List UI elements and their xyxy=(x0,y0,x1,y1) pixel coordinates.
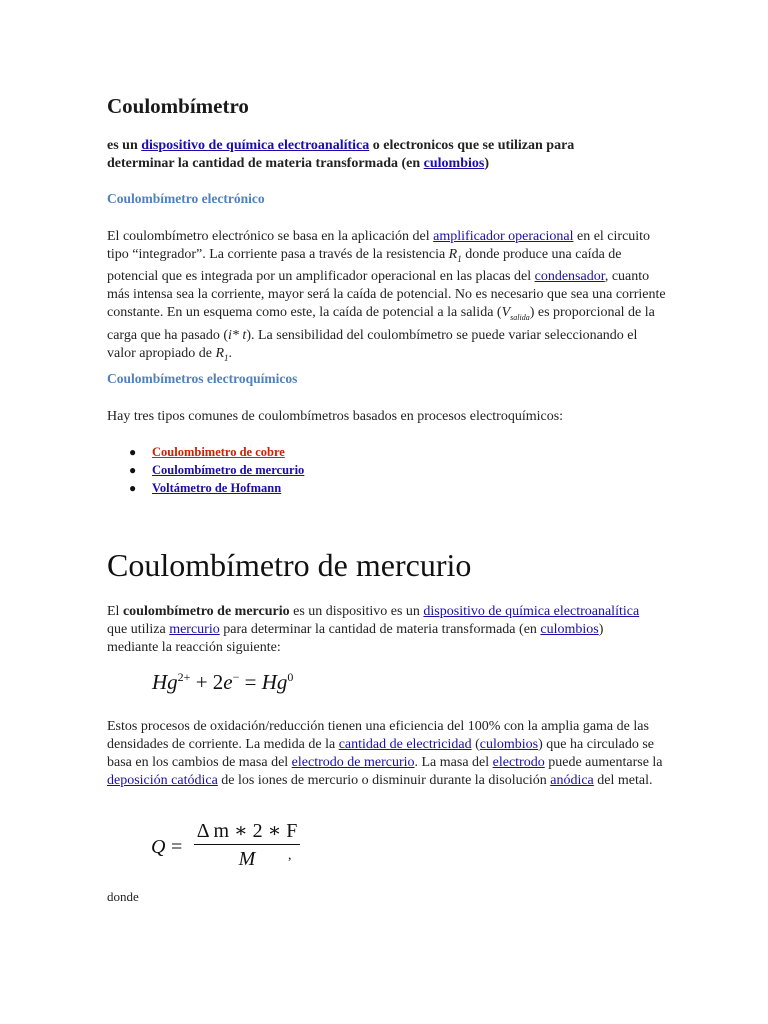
paragraph-text: para determinar la cantidad de materia transformada (en xyxy=(219,622,541,637)
types-list xyxy=(107,443,304,497)
link-cantidad-electricidad[interactable]: cantidad de electricidad xyxy=(338,737,472,752)
link-coulombimetro-cobre[interactable]: Coulombimetro de cobre xyxy=(152,445,285,459)
formula-fraction xyxy=(194,818,300,871)
symbol-it: i* t xyxy=(228,327,247,343)
paragraph-text: ) mediante la reacción siguiente: xyxy=(107,622,604,655)
intro-paragraph xyxy=(107,137,622,173)
paragraph-text: puede aumentarse la xyxy=(544,755,663,770)
symbol-r1: $R_1$ xyxy=(448,247,462,264)
list-item xyxy=(107,461,304,479)
paragraph-text: El coulombímetro electrónico se basa en la aplicación del xyxy=(107,229,434,244)
mercury-paragraph xyxy=(107,603,647,657)
link-electrodo[interactable]: electrodo xyxy=(492,755,545,770)
link-deposicion-catodica[interactable]: deposición catódica xyxy=(107,773,218,788)
section-title-mercury: Coulombímetro de mercurio xyxy=(107,547,472,583)
list-item xyxy=(107,443,304,461)
link-culombios[interactable]: culombios xyxy=(540,622,599,637)
page-title: Coulombímetro xyxy=(107,94,249,118)
bullet-icon: ● xyxy=(129,481,137,495)
link-dispositivo-quimica[interactable]: dispositivo de química electroanalítica xyxy=(141,138,370,153)
paragraph-text: Estos procesos de oxidación/reducción tienen una eficiencia del 100% con la amplia gama de las densidades de corriente. La medida de la xyxy=(107,719,649,752)
link-anodica[interactable]: anódica xyxy=(550,773,594,788)
section-heading-electronic: Coulombímetro electrónico xyxy=(107,191,265,206)
link-electrodo-mercurio[interactable]: electrodo de mercurio xyxy=(291,755,415,770)
paragraph-text: donde produce una caída de potencial que es integrada por un amplificador operacional en las placas del xyxy=(107,247,622,284)
donde-text: donde xyxy=(107,889,139,904)
electronic-paragraph xyxy=(107,228,667,366)
paragraph-text: de los iones de mercurio o disminuir durante la disolución xyxy=(217,773,551,788)
paragraph-text: , cuanto más intensa sea la corriente, mayor será la caída de potencial. No es necesario que sea una corriente constante. En un esquema como este, la caída de potencial a la salida ( xyxy=(107,268,666,320)
symbol-r1: $R_1$ xyxy=(215,345,229,363)
paragraph-text: . xyxy=(228,345,233,361)
link-culombios[interactable]: culombios xyxy=(479,737,539,752)
bold-term: coulombímetro de mercurio xyxy=(122,604,290,619)
list-item xyxy=(107,479,304,497)
fraction-bar xyxy=(194,844,300,845)
paragraph-text: del metal. xyxy=(593,773,653,788)
intro-text: es un xyxy=(107,138,142,153)
bullet-icon: ● xyxy=(129,445,137,459)
paragraph-text: ( xyxy=(471,737,480,752)
section-heading-electrochemical: Coulombímetros electroquímicos xyxy=(107,371,298,386)
paragraph-text: ) es proporcional de la carga que ha pasado ( xyxy=(107,304,655,343)
formula-numerator: Δ m ∗ 2 ∗ F xyxy=(196,820,298,842)
link-dispositivo-quimica[interactable]: dispositivo de química electroanalítica xyxy=(423,604,640,619)
symbol-vsalida: $V_{salida}$ xyxy=(501,304,530,322)
link-mercurio[interactable]: mercurio xyxy=(169,622,220,637)
link-coulombimetro-mercurio[interactable]: Coulombímetro de mercurio xyxy=(152,463,305,477)
formula-denominator: M xyxy=(238,848,256,870)
link-voltametro-hofmann[interactable]: Voltámetro de Hofmann xyxy=(152,481,282,495)
paragraph-text: El xyxy=(107,604,123,619)
paragraph-text: es un dispositivo es un xyxy=(289,604,424,619)
formula-equals: = xyxy=(171,836,183,858)
paragraph-text: ). La sensibilidad del coulombímetro se puede variar seleccionando el valor apropiado de xyxy=(107,327,638,361)
types-paragraph: Hay tres tipos comunes de coulombímetros basados en procesos electroquímicos: xyxy=(107,409,564,424)
link-culombios[interactable]: culombios xyxy=(423,156,485,171)
bullet-icon: ● xyxy=(129,463,137,477)
link-amplificador-operacional[interactable]: amplificador operacional xyxy=(433,229,574,244)
reaction-equation: $Hg^{2+} + 2e^- = Hg^0$ xyxy=(152,670,294,694)
process-paragraph xyxy=(107,718,667,790)
link-condensador[interactable]: condensador xyxy=(534,268,605,284)
intro-text: o electronicos que se utilizan para determinar la cantidad de materia transformada (en xyxy=(107,138,575,171)
paragraph-text: en el circuito tipo “integrador”. La corriente pasa a través de la resistencia xyxy=(107,229,651,262)
formula-comma: , xyxy=(288,848,292,863)
formula-q: Q xyxy=(151,836,166,858)
paragraph-text: que utiliza xyxy=(107,622,170,637)
paragraph-text: ) que ha circulado se basa en los cambios de masa del xyxy=(107,737,654,770)
paragraph-text: . La masa del xyxy=(414,755,493,770)
intro-text: ) xyxy=(484,156,489,171)
